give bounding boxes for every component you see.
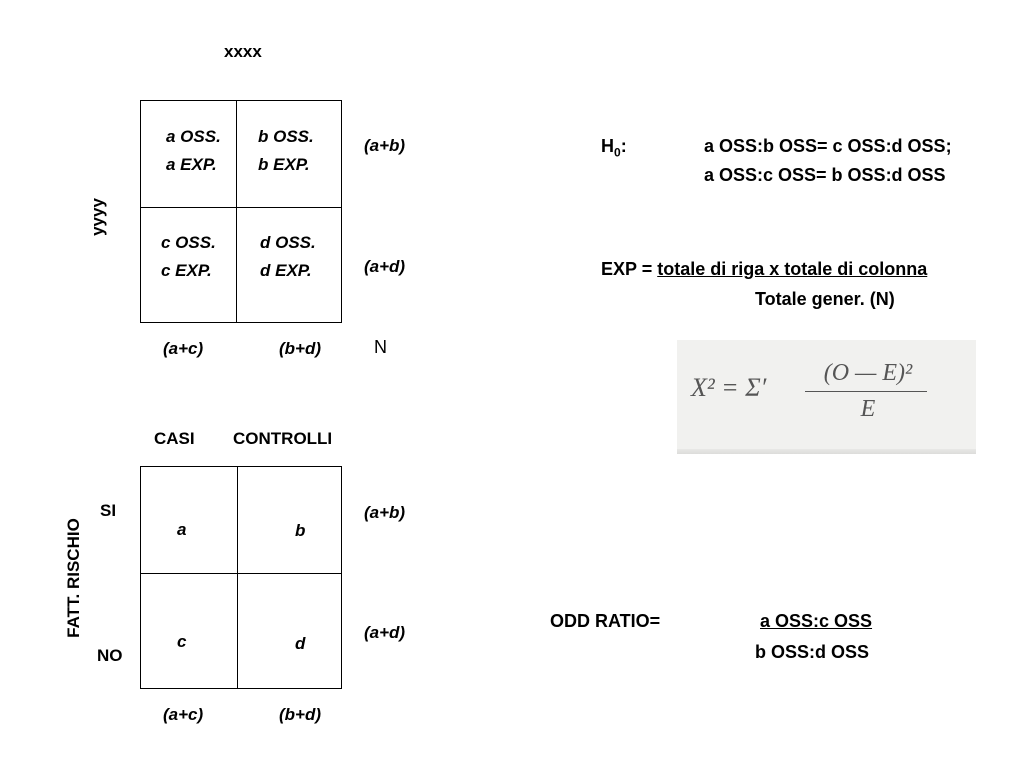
hypothesis-h: H: [601, 136, 614, 156]
table2-row1-total: (a+b): [364, 503, 406, 522]
table2-cell-c: c: [177, 632, 187, 651]
hypothesis-colon: :: [620, 136, 627, 156]
hypothesis-sub: 0: [614, 145, 621, 160]
table1-cell-b: [258, 123, 314, 179]
chi-square-lhs: X² = Σ′: [691, 373, 767, 402]
expected-numerator: totale di riga x totale di colonna: [657, 259, 928, 279]
table1-cell-d: [260, 229, 316, 285]
expected-denominator: Totale gener. (N): [755, 289, 895, 309]
table2-cell-b: b: [295, 521, 306, 540]
cell-a-expected: a EXP.: [166, 155, 217, 174]
chi-square-fraction-bar: [805, 391, 927, 392]
chi-square-denominator: E: [860, 396, 876, 422]
table2-cell-a: a: [177, 520, 187, 539]
cell-d-expected: d EXP.: [260, 261, 312, 280]
table1-cell-a: [166, 123, 221, 179]
table2-horizontal-divider: [140, 573, 342, 574]
table2-vertical-divider: [237, 466, 238, 689]
expected-formula-row: [601, 255, 927, 283]
table2-grid: [140, 466, 342, 689]
table2-cell-d: d: [295, 634, 306, 653]
table1-row2-total: (a+d): [364, 257, 406, 276]
table2-row2-total: (a+d): [364, 623, 406, 642]
expected-prefix: EXP =: [601, 259, 658, 279]
table1-horizontal-divider: [140, 207, 342, 208]
hypothesis-line1: a OSS:b OSS= c OSS:d OSS;: [704, 136, 952, 156]
cell-b-observed: b OSS.: [258, 127, 314, 146]
table1-grand-total: N: [374, 337, 387, 357]
odds-ratio-label: ODD RATIO=: [550, 611, 661, 631]
table1-row1-total: (a+b): [364, 136, 406, 155]
odds-ratio-denominator: b OSS:d OSS: [755, 642, 870, 662]
table2-row1-label: SI: [100, 501, 117, 520]
table2-row-header: FATT. RISCHIO: [64, 518, 83, 638]
cell-c-observed: c OSS.: [161, 233, 216, 252]
table1-vertical-divider: [236, 100, 237, 323]
table2-col1-header: CASI: [154, 429, 195, 448]
table2-col2-header: CONTROLLI: [233, 429, 333, 448]
table2-col1-total: (a+c): [163, 705, 204, 724]
table1-col1-total: (a+c): [163, 339, 204, 358]
cell-d-observed: d OSS.: [260, 233, 316, 252]
table1-col2-total: (b+d): [279, 339, 322, 358]
hypothesis-line2: a OSS:c OSS= b OSS:d OSS: [704, 165, 946, 185]
cell-a-observed: a OSS.: [166, 127, 221, 146]
table2-row2-label: NO: [97, 646, 123, 665]
chi-square-numerator: (O — E)²: [823, 360, 913, 386]
chi-square-formula-image: [677, 340, 976, 454]
table1-column-header: xxxx: [224, 42, 262, 61]
table1-row-header: yyyy: [88, 198, 107, 236]
odds-ratio-numerator: a OSS:c OSS: [760, 611, 873, 631]
cell-b-expected: b EXP.: [258, 155, 310, 174]
table1-cell-c: [161, 229, 216, 285]
table2-col2-total: (b+d): [279, 705, 322, 724]
hypothesis-label: [601, 132, 627, 167]
cell-c-expected: c EXP.: [161, 261, 212, 280]
